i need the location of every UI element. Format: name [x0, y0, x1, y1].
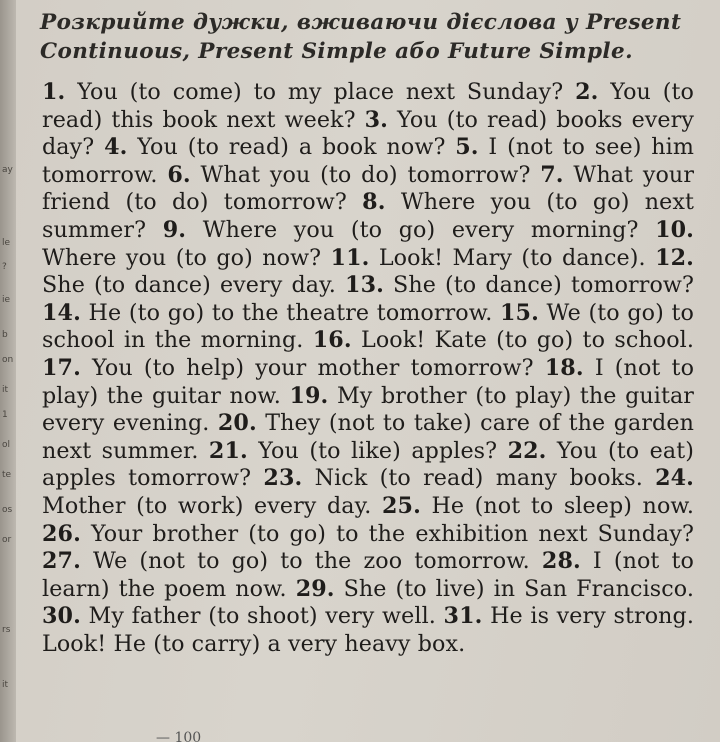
exercise-item	[209, 438, 497, 464]
item-text: My father (to shoot) very well.	[88, 603, 436, 630]
item-number: 14.	[42, 299, 81, 326]
item-number: 22.	[507, 437, 547, 464]
item-number: 13.	[345, 272, 384, 299]
item-text: Where you (to go) now?	[42, 244, 322, 271]
item-text: Mother (to work) every day.	[42, 492, 372, 519]
edge-glyph: le	[2, 238, 11, 248]
item-text: You (to come) to my place next Sunday?	[77, 79, 564, 105]
item-number: 31.	[443, 603, 483, 630]
item-text: You (to eat) apples tomorrow?	[42, 437, 694, 492]
item-number: 1.	[42, 79, 66, 105]
item-text: What your friend (to do) tomorrow?	[42, 161, 695, 216]
edge-glyph: it	[2, 680, 9, 690]
item-text: Where you (to go) every morning?	[202, 216, 639, 243]
item-text: They (not to take) care of the garden next summer.	[42, 410, 694, 464]
item-text: I (not to learn) the poem now.	[42, 548, 695, 602]
page-number-fragment: — 100	[156, 730, 202, 742]
item-number: 10.	[655, 216, 695, 243]
instruction-line-2: Continuous, Present Simple або Future Simple.	[40, 39, 633, 64]
exercise-item	[42, 79, 563, 105]
item-number: 2.	[575, 79, 599, 105]
item-text: He (not to sleep) now.	[431, 492, 695, 519]
item-text: Look! Mary (to dance).	[378, 244, 646, 271]
item-number: 6.	[167, 161, 191, 188]
item-number: 21.	[208, 437, 248, 464]
item-number: 4.	[104, 134, 128, 161]
exercise-item	[163, 217, 639, 243]
item-number: 26.	[42, 520, 81, 547]
item-number: 5.	[455, 134, 479, 161]
exercise-item	[382, 493, 694, 519]
book-page	[16, 0, 720, 742]
exercise-item	[263, 465, 642, 491]
exercise-item	[345, 272, 694, 298]
item-text: He (to go) to the theatre tomorrow.	[88, 299, 493, 326]
item-text: She (to dance) every day.	[42, 272, 336, 299]
item-text: I (not to see) him tomorrow.	[42, 134, 694, 188]
item-number: 18.	[544, 354, 584, 381]
item-text: You (to like) apples?	[258, 437, 498, 464]
edge-glyph: ?	[2, 262, 7, 272]
item-text: Where you (to go) next summer?	[42, 189, 695, 243]
item-text: My brother (to play) the guitar every evening.	[42, 382, 695, 437]
exercise-item	[42, 548, 530, 574]
item-number: 19.	[289, 382, 329, 409]
item-number: 23.	[263, 465, 303, 492]
item-text: She (to dance) tomorrow?	[393, 272, 695, 299]
item-text: Your brother (to go) to the exhibition next Sunday?	[90, 520, 695, 547]
item-number: 11.	[330, 244, 370, 271]
instruction-line-1: Розкрийте дужки, вживаючи дієслова у Present	[40, 10, 682, 35]
edge-glyph: ol	[2, 440, 11, 450]
edge-glyph: b	[2, 330, 8, 340]
item-text: We (to go) to school in the morning.	[42, 299, 694, 354]
item-text: You (to read) this book next week?	[42, 79, 694, 133]
edge-glyph: or	[2, 535, 12, 545]
item-number: 24.	[655, 465, 695, 492]
edge-glyph: os	[2, 505, 13, 515]
exercise-item	[331, 245, 646, 271]
item-text: Look! Kate (to go) to school.	[360, 327, 695, 354]
item-text: You (to read) books every day?	[42, 106, 695, 161]
item-number: 16.	[312, 327, 352, 354]
exercise-item	[42, 300, 492, 326]
exercise-item	[42, 521, 694, 547]
item-text: You (to help) your mother tomorrow?	[92, 354, 534, 381]
exercise-text	[42, 79, 694, 658]
item-text: You (to read) a book now?	[137, 134, 446, 161]
item-text: Nick (to read) many books.	[314, 465, 643, 492]
item-number: 28.	[541, 548, 581, 575]
item-number: 27.	[42, 548, 81, 575]
exercise-item	[296, 576, 694, 602]
item-text: We (not to go) to the zoo tomorrow.	[92, 548, 530, 575]
edge-glyph: ie	[2, 295, 11, 305]
item-number: 20.	[217, 410, 257, 437]
exercise-instruction	[40, 8, 690, 66]
item-number: 29.	[295, 575, 335, 602]
item-text: She (to live) in San Francisco.	[343, 575, 695, 602]
edge-glyph: 1	[2, 410, 8, 420]
edge-glyph: it	[2, 385, 9, 395]
adjacent-page-edge	[0, 0, 16, 742]
edge-glyph: te	[2, 470, 12, 480]
exercise-item	[42, 355, 534, 381]
edge-glyph: on	[2, 355, 14, 365]
item-number: 15.	[500, 299, 539, 326]
item-text: He is very strong. Look! He (to carry) a very heavy box.	[42, 603, 695, 657]
exercise-item	[42, 603, 436, 629]
exercise-item	[313, 327, 694, 353]
exercise-item	[167, 162, 530, 188]
item-number: 3.	[364, 106, 388, 133]
item-number: 30.	[42, 603, 81, 630]
item-number: 8.	[362, 189, 386, 216]
item-number: 9.	[162, 216, 187, 243]
item-text: What you (to do) tomorrow?	[200, 161, 531, 188]
item-number: 25.	[382, 492, 421, 519]
item-number: 12.	[655, 244, 694, 271]
item-number: 7.	[540, 161, 564, 188]
item-text: I (not to play) the guitar now.	[42, 354, 695, 409]
item-number: 17.	[42, 354, 81, 381]
edge-glyph: ay	[2, 165, 13, 175]
exercise-item	[104, 134, 445, 160]
edge-glyph: rs	[2, 625, 11, 635]
